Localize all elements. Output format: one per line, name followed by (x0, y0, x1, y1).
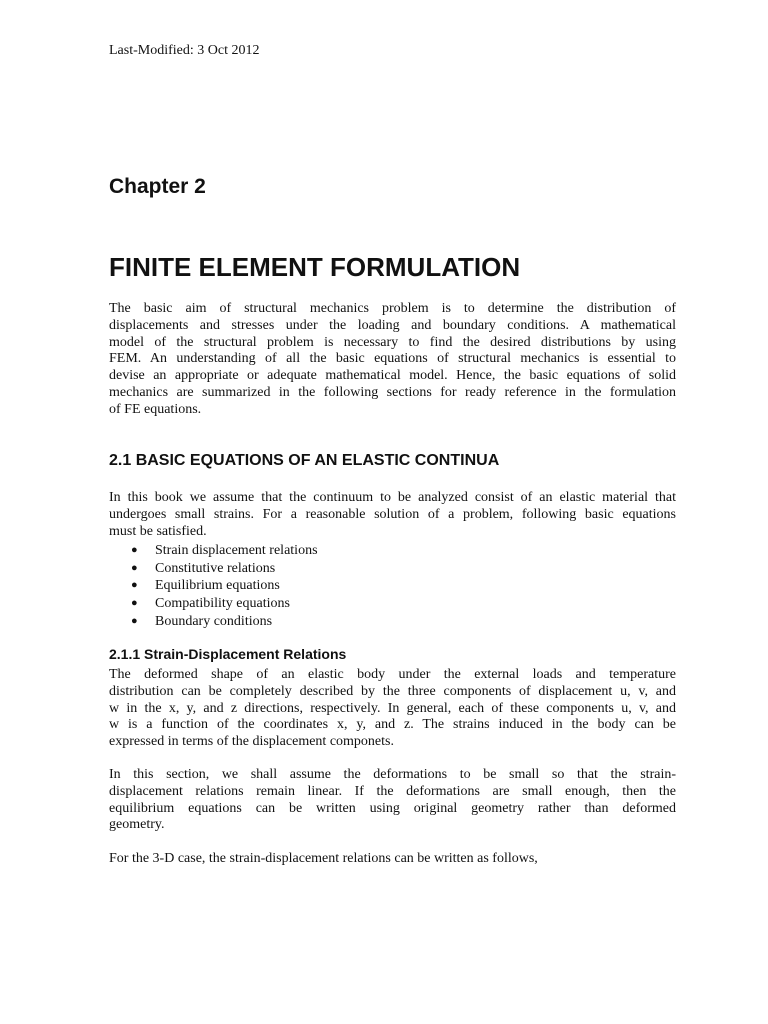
list-item-label: Compatibility equations (155, 596, 290, 612)
bullet-icon: ● (131, 544, 138, 556)
section-heading-2-1: 2.1 BASIC EQUATIONS OF AN ELASTIC CONTINUA (109, 452, 500, 469)
text-line: model of the structural problem is necessary to find the desired distributions by using (109, 334, 676, 350)
basic-equations-list (129, 542, 318, 630)
text-line: In this section, we shall assume the deformations to be small so that the strain- (109, 767, 676, 782)
text-line: The basic aim of structural mechanics problem is to determine the distribution of (109, 301, 676, 316)
list-item-label: Boundary conditions (155, 613, 273, 629)
list-item (129, 542, 318, 560)
intro-paragraph (109, 301, 676, 419)
list-item (129, 577, 318, 595)
list-item-label: Constitutive relations (155, 560, 276, 576)
text-line: FEM. An understanding of all the basic equations of structural mechanics is essential to (109, 351, 676, 367)
text-line: w is a function of the coordinates x, y, and z. The strains induced in the body can be (109, 717, 676, 733)
list-item (129, 595, 318, 613)
text-line: expressed in terms of the displacement componets. (109, 734, 394, 750)
text-line: mechanics are summarized in the following sections for ready reference in the formulation (109, 384, 676, 400)
bullet-icon: ● (131, 597, 138, 610)
section-2-1-1-paragraph-2 (109, 767, 676, 834)
text-line: The deformed shape of an elastic body under the external loads and temperature (109, 667, 676, 682)
list-item-label: Equilibrium equations (155, 578, 280, 594)
section-2-1-paragraph (109, 490, 676, 540)
text-line: equilibrium equations can be written using original geometry rather than deformed (109, 800, 676, 816)
list-item (129, 560, 318, 578)
text-line: distribution can be completely described by the three components of displacement u, v, and (109, 683, 676, 699)
list-item (129, 613, 318, 631)
chapter-title: FINITE ELEMENT FORMULATION (109, 252, 521, 282)
text-line: w in the x, y, and z directions, respectively. In general, each of these components u, v, and (109, 700, 676, 716)
text-line: of FE equations. (109, 401, 202, 417)
text-line: undergoes small strains. For a reasonable solution of a problem, following basic equations (109, 506, 676, 522)
section-2-1-1-paragraph-3 (109, 851, 676, 868)
last-modified-header: Last-Modified: 3 Oct 2012 (109, 43, 260, 58)
text-line: displacement relations remain linear. If the deformations are small enough, then the (109, 783, 676, 799)
chapter-label: Chapter 2 (109, 175, 206, 198)
text-line: In this book we assume that the continuum to be analyzed consist of an elastic material that (109, 490, 676, 505)
bullet-icon: ● (131, 561, 138, 574)
text-line: must be satisfied. (109, 523, 207, 539)
text-line: displacements and stresses under the loading and boundary conditions. A mathematical (109, 317, 676, 333)
text-line: devise an appropriate or adequate mathematical model. Hence, the basic equations of solid (109, 368, 676, 384)
bullet-icon: ● (131, 614, 138, 627)
text-line: For the 3-D case, the strain-displacement relations can be written as follows, (109, 851, 538, 866)
bullet-icon: ● (131, 579, 138, 592)
section-2-1-1-paragraph-1 (109, 667, 676, 751)
section-heading-2-1-1: 2.1.1 Strain-Displacement Relations (109, 646, 347, 662)
list-item-label: Strain displacement relations (155, 543, 318, 558)
text-line: geometry. (109, 817, 165, 833)
